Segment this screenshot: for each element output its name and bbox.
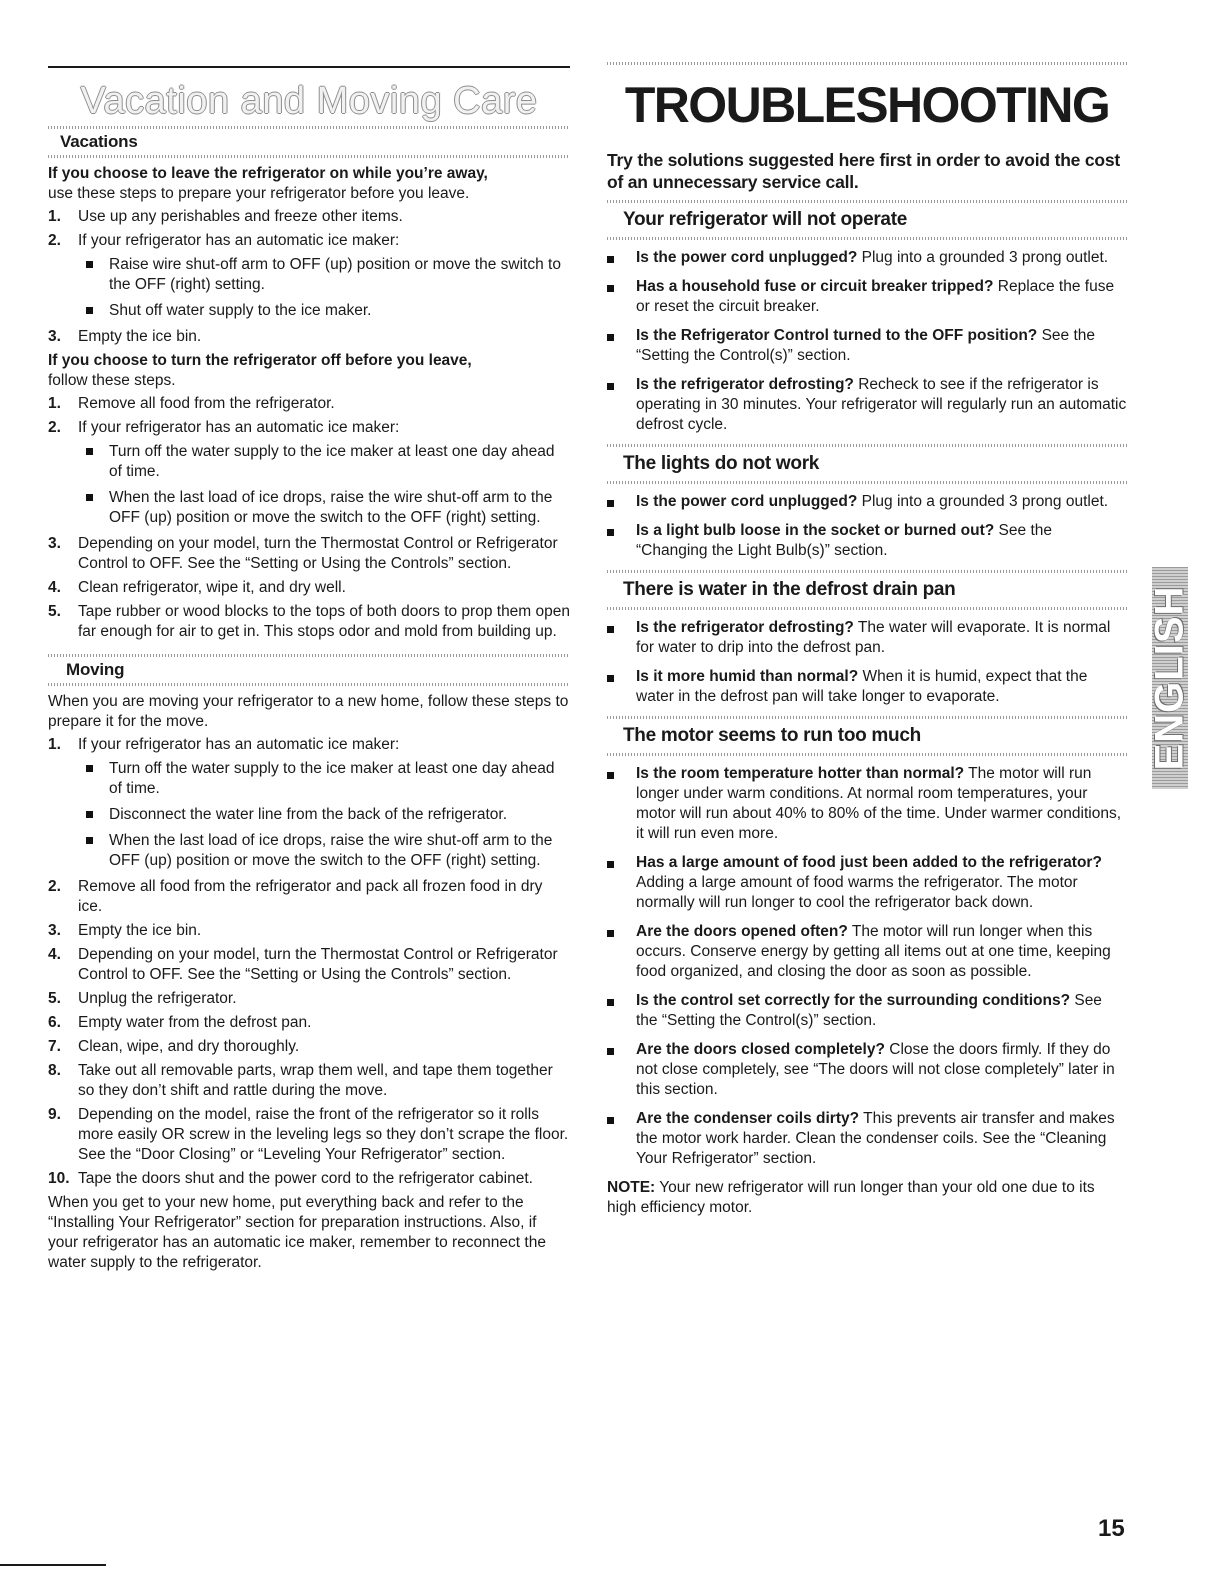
vacation-on-intro [48, 164, 570, 204]
ts-section-heading: There is water in the defrost drain pan [623, 579, 956, 600]
list-item: 9. Depending on the model, raise the front of the refrigerator so it rolls more easily OR screw in the leveling legs so they don’t scrape the floor. See the “Door Closing” or “Leveling Your Refrigerator” section. [48, 1106, 569, 1163]
bullet-square-icon [607, 334, 614, 341]
vacation-on-intro-bold: If you choose to leave the refrigerator on while you’re away, [48, 165, 488, 182]
bullet-square-icon [607, 675, 614, 682]
bullet-square-icon [607, 1048, 614, 1055]
divider [607, 753, 1127, 756]
troubleshooting-title: TROUBLESHOOTING [624, 77, 1110, 133]
bullet-square-icon [607, 999, 614, 1006]
list-item: Is the power cord unplugged? Plug into a grounded 3 prong outlet. [607, 492, 1127, 512]
bullet-square-icon [86, 837, 93, 844]
bullet-square-icon [607, 529, 614, 536]
list-item: Has a large amount of food just been added to the refrigerator? Adding a large amount of food warms the refrigerator. The motor normally will run longer to cool the refrigerator back down. [607, 853, 1127, 913]
list-item: Raise wire shut-off arm to OFF (up) position or move the switch to the OFF (right) setting. [78, 255, 570, 295]
divider [607, 481, 1127, 484]
list-item: Is the refrigerator defrosting? Recheck to see if the refrigerator is operating in 30 minutes. Your refrigerator will regularly run an automatic defrost cycle. [607, 375, 1127, 435]
list-item: 1. Use up any perishables and freeze other items. [48, 208, 403, 225]
bullet-square-icon [607, 626, 614, 633]
bullet-list [607, 492, 1127, 561]
list-item: 8. Take out all removable parts, wrap them well, and tape them together so they don’t shift and rattle during the move. [48, 1062, 553, 1099]
vacations-heading: Vacations [60, 132, 138, 151]
list-item: 1. Remove all food from the refrigerator. [48, 395, 335, 412]
ts-section-lights [607, 444, 1127, 561]
bullet-list [78, 255, 570, 321]
list-item: 4. Clean refrigerator, wipe it, and dry well. [48, 579, 346, 596]
bullet-list [607, 764, 1127, 1169]
list-item: 1. If your refrigerator has an automatic ice maker: Turn off the water supply to the ice maker at least one day ahead of time. Disconnect the water line from the back of the refrigerator. When the last load of ice drops, raise the wire shut-off arm to the OFF (up) position or move the switch to the OFF (right) setting. [48, 735, 570, 871]
bullet-square-icon [86, 494, 93, 501]
list-item: When the last load of ice drops, raise the wire shut-off arm to the OFF (up) position or move the switch to the OFF (right) setting. [78, 831, 570, 871]
vacation-on-steps [48, 207, 570, 347]
list-item: Is the control set correctly for the surrounding conditions? See the “Setting the Control(s)” section. [607, 991, 1127, 1031]
list-item: Is the Refrigerator Control turned to the OFF position? See the “Setting the Control(s)” section. [607, 326, 1127, 366]
vacation-off-intro-rest: follow these steps. [48, 372, 176, 389]
ts-section-motor [607, 716, 1127, 1169]
list-item: Is the refrigerator defrosting? The water will evaporate. It is normal for water to drip into the defrost pan. [607, 618, 1127, 658]
bullet-square-icon [607, 256, 614, 263]
vacation-off-intro-bold: If you choose to turn the refrigerator off before you leave, [48, 352, 472, 369]
troubleshooting-content [607, 62, 1127, 1218]
vacation-on-intro-rest: use these steps to prepare your refrigerator before you leave. [48, 185, 470, 202]
bullet-list [607, 618, 1127, 707]
language-side-tab: ENGLISH [1152, 567, 1188, 789]
divider [48, 155, 570, 158]
bullet-list [78, 442, 570, 528]
bullet-square-icon [607, 930, 614, 937]
bullet-list [78, 759, 570, 871]
bullet-square-icon [86, 448, 93, 455]
list-item: Is it more humid than normal? When it is humid, expect that the water in the defrost pan will take longer to evaporate. [607, 667, 1127, 707]
ts-section-heading: Your refrigerator will not operate [623, 209, 907, 230]
list-item: 5. Unplug the refrigerator. [48, 990, 237, 1007]
moving-intro: When you are moving your refrigerator to a new home, follow these steps to prepare it for the move. [48, 693, 569, 730]
list-item: Disconnect the water line from the back of the refrigerator. [78, 805, 570, 825]
note-label: NOTE: [607, 1179, 656, 1196]
divider [607, 62, 1127, 65]
note-text: Your new refrigerator will run longer than your old one due to its high efficiency motor. [607, 1179, 1095, 1216]
list-item: 3. Depending on your model, turn the Thermostat Control or Refrigerator Control to OFF. See the “Setting or Using the Controls” section. [48, 535, 558, 572]
list-item: Is the room temperature hotter than normal? The motor will run longer under warm conditions. At normal room temperatures, your motor will run about 40% to 80% of the time. Under warmer conditions, it will run even more. [607, 764, 1127, 844]
divider [607, 607, 1127, 610]
bullet-square-icon [607, 772, 614, 779]
list-item: 2. If your refrigerator has an automatic ice maker: Turn off the water supply to the ice maker at least one day ahead of time. When the last load of ice drops, raise the wire shut-off arm to the OFF (up) position or move the switch to the OFF (right) setting. [48, 418, 570, 528]
list-item: 2. If your refrigerator has an automatic ice maker: Raise wire shut-off arm to OFF (up) position or move the switch to the OFF (right) setting. Shut off water supply to the ice maker. [48, 231, 570, 321]
moving-closing: When you get to your new home, put everything back and refer to the “Installing Your Refrigerator” section for preparation instructions. Also, if your refrigerator has an automatic ice maker, remember to reconnect the water supply to the refrigerator. [48, 1194, 546, 1271]
bullet-square-icon [86, 811, 93, 818]
page-number: 15 [1098, 1515, 1125, 1542]
bullet-square-icon [607, 383, 614, 390]
list-item: 3. Empty the ice bin. [48, 922, 202, 939]
ts-section-heading: The motor seems to run too much [623, 725, 921, 746]
bullet-square-icon [86, 307, 93, 314]
troubleshooting-intro: Try the solutions suggested here first in order to avoid the cost of an unnecessary service call. [607, 150, 1121, 192]
ts-section-water [607, 570, 1127, 707]
list-item: 5. Tape rubber or wood blocks to the tops of both doors to prop them open far enough for air to get in. This stops odor and mold from building up. [48, 603, 571, 640]
list-item: Are the doors opened often? The motor will run longer when this occurs. Conserve energy by getting all items out at one time, keeping food organized, and closing the door as soon as possible. [607, 922, 1127, 982]
vacation-moving-title: Vacation and Moving Care [80, 80, 538, 122]
list-item: Is the power cord unplugged? Plug into a grounded 3 prong outlet. [607, 248, 1127, 268]
list-item: When the last load of ice drops, raise the wire shut-off arm to the OFF (up) position or move the switch to the OFF (right) setting. [78, 488, 570, 528]
list-item: Are the doors closed completely? Close the doors firmly. If they do not close completely, see “The doors will not close completely” later in this section. [607, 1040, 1127, 1100]
list-item: 10. Tape the doors shut and the power cord to the refrigerator cabinet. [48, 1170, 533, 1187]
vacation-off-steps [48, 394, 570, 642]
list-item: 3. Empty the ice bin. [48, 328, 202, 345]
list-item: 6. Empty water from the defrost pan. [48, 1014, 312, 1031]
bullet-square-icon [86, 261, 93, 268]
list-item: 4. Depending on your model, turn the Thermostat Control or Refrigerator Control to OFF. See the “Setting or Using the Controls” section. [48, 946, 558, 983]
note [607, 1178, 1127, 1218]
moving-steps [48, 735, 570, 1189]
list-item: Turn off the water supply to the ice maker at least one day ahead of time. [78, 442, 570, 482]
top-rule-left [48, 66, 570, 68]
bullet-square-icon [607, 500, 614, 507]
bullet-list [607, 248, 1127, 435]
vacation-content [48, 126, 570, 1273]
list-item: Turn off the water supply to the ice maker at least one day ahead of time. [78, 759, 570, 799]
vacation-off-intro [48, 351, 570, 391]
divider [48, 683, 570, 686]
bullet-square-icon [607, 861, 614, 868]
list-item: 7. Clean, wipe, and dry thoroughly. [48, 1038, 300, 1055]
list-item: Shut off water supply to the ice maker. [78, 301, 570, 321]
moving-heading: Moving [66, 660, 125, 679]
bullet-square-icon [607, 285, 614, 292]
footer-rule [0, 1564, 106, 1566]
bullet-square-icon [607, 1117, 614, 1124]
bullet-square-icon [86, 765, 93, 772]
ts-section-not-operate [607, 200, 1127, 435]
list-item: 2. Remove all food from the refrigerator and pack all frozen food in dry ice. [48, 878, 543, 915]
ts-section-heading: The lights do not work [623, 453, 820, 474]
divider [607, 237, 1127, 240]
list-item: Has a household fuse or circuit breaker tripped? Replace the fuse or reset the circuit breaker. [607, 277, 1127, 317]
list-item: Are the condenser coils dirty? This prevents air transfer and makes the motor work harder. Clean the condenser coils. See the “Cleaning Your Refrigerator” section. [607, 1109, 1127, 1169]
list-item: Is a light bulb loose in the socket or burned out? See the “Changing the Light Bulb(s)” section. [607, 521, 1127, 561]
